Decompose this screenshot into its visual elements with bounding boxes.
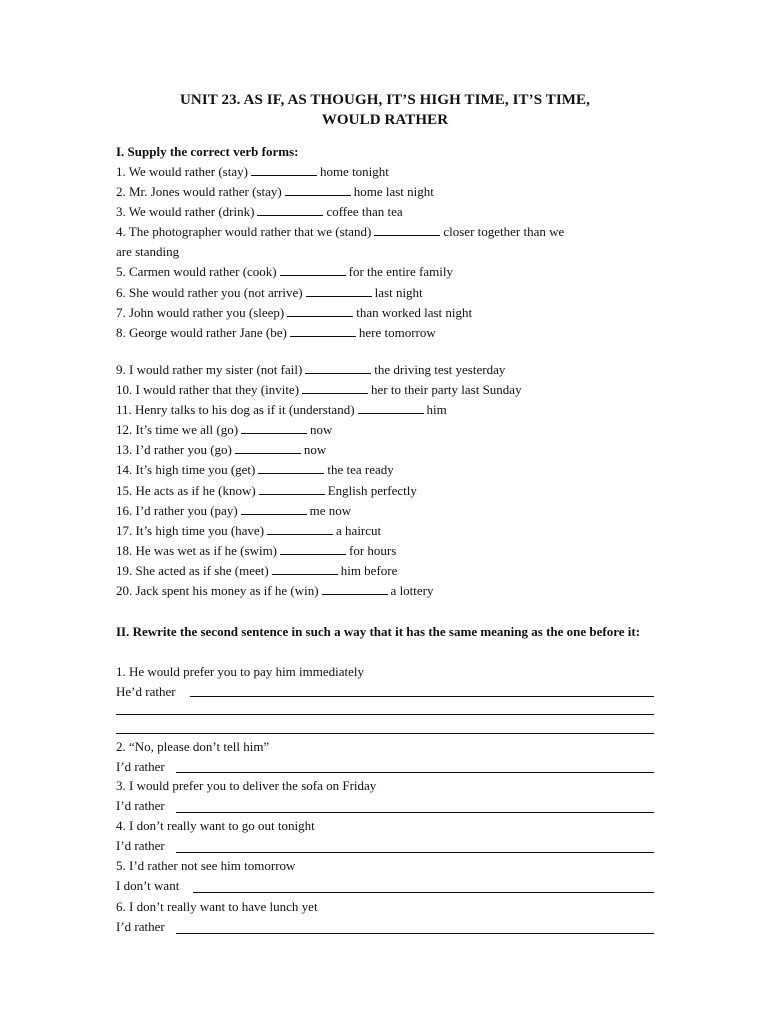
list-item bbox=[116, 400, 447, 420]
item-text: English perfectly bbox=[327, 483, 417, 498]
list-item bbox=[116, 541, 396, 561]
list-item bbox=[116, 323, 436, 343]
title-line-2: WOULD RATHER bbox=[321, 112, 449, 128]
part1-heading: I. Supply the correct verb forms: bbox=[116, 144, 299, 159]
item-text: 11. Henry talks to his dog as if it (understand) bbox=[116, 402, 355, 417]
item-text: 8. George would rather Jane (be) bbox=[116, 325, 287, 340]
list-item bbox=[116, 262, 453, 282]
item-text: 2. Mr. Jones would rather (stay) bbox=[116, 184, 282, 199]
answer-blank[interactable] bbox=[280, 542, 346, 555]
answer-line[interactable] bbox=[176, 812, 654, 813]
rewrite-prompt: 3. I would prefer you to deliver the sofa on Friday bbox=[116, 778, 377, 793]
item-text: 18. He was wet as if he (swim) bbox=[116, 543, 278, 558]
answer-line[interactable] bbox=[176, 772, 654, 773]
answer-line[interactable] bbox=[116, 714, 654, 715]
item-text: 4. The photographer would rather that we (stand) bbox=[116, 224, 372, 239]
item-text: me now bbox=[309, 503, 352, 518]
item-text: home last night bbox=[353, 184, 434, 199]
item-text: 17. It’s high time you (have) bbox=[116, 523, 265, 538]
answer-blank[interactable] bbox=[290, 324, 356, 337]
list-item bbox=[116, 440, 326, 460]
answer-blank[interactable] bbox=[287, 304, 353, 317]
item-text: her to their party last Sunday bbox=[371, 382, 522, 397]
answer-blank[interactable] bbox=[251, 163, 317, 176]
answer-blank[interactable] bbox=[374, 223, 440, 236]
item-text: for the entire family bbox=[348, 264, 453, 279]
list-item bbox=[116, 162, 389, 182]
item-text: a haircut bbox=[336, 523, 382, 538]
list-item bbox=[116, 283, 423, 303]
answer-blank[interactable] bbox=[235, 441, 301, 454]
list-item bbox=[116, 501, 351, 521]
item-text: 10. I would rather that they (invite) bbox=[116, 382, 300, 397]
list-item bbox=[116, 420, 332, 440]
item-text: 5. Carmen would rather (cook) bbox=[116, 264, 277, 279]
item-text: 12. It’s time we all (go) bbox=[116, 422, 239, 437]
answer-blank[interactable] bbox=[322, 582, 388, 595]
list-item bbox=[116, 521, 381, 541]
answer-line[interactable] bbox=[176, 852, 654, 853]
item-text: home tonight bbox=[319, 164, 389, 179]
list-item bbox=[116, 561, 397, 581]
list-item bbox=[116, 182, 434, 202]
answer-line[interactable] bbox=[116, 733, 654, 734]
answer-line[interactable] bbox=[176, 933, 654, 934]
list-item bbox=[116, 202, 403, 222]
rewrite-prompt: 1. He would prefer you to pay him immediately bbox=[116, 664, 365, 679]
item-text: the driving test yesterday bbox=[374, 362, 506, 377]
answer-blank[interactable] bbox=[272, 562, 338, 575]
answer-blank[interactable] bbox=[285, 183, 351, 196]
rewrite-prompt: 5. I’d rather not see him tomorrow bbox=[116, 858, 296, 873]
list-item bbox=[116, 222, 564, 242]
item-text: 1. We would rather (stay) bbox=[116, 164, 248, 179]
rewrite-start: He’d rather bbox=[116, 684, 176, 699]
item-text: him before bbox=[340, 563, 398, 578]
answer-blank[interactable] bbox=[257, 203, 323, 216]
answer-blank[interactable] bbox=[241, 502, 307, 515]
rewrite-prompt: 6. I don’t really want to have lunch yet bbox=[116, 899, 318, 914]
answer-blank[interactable] bbox=[267, 522, 333, 535]
list-item bbox=[116, 303, 472, 323]
list-item-continuation: are standing bbox=[116, 244, 180, 259]
item-text: 20. Jack spent his money as if he (win) bbox=[116, 583, 319, 598]
list-item bbox=[116, 360, 505, 380]
item-text: a lottery bbox=[390, 583, 434, 598]
rewrite-prompt: 2. “No, please don’t tell him” bbox=[116, 739, 270, 754]
item-text: here tomorrow bbox=[358, 325, 436, 340]
item-text: 19. She acted as if she (meet) bbox=[116, 563, 269, 578]
rewrite-start: I’d rather bbox=[116, 759, 165, 774]
list-item bbox=[116, 481, 417, 501]
item-text: the tea ready bbox=[327, 462, 394, 477]
rewrite-start: I don’t want bbox=[116, 878, 180, 893]
item-text: now bbox=[303, 442, 327, 457]
answer-blank[interactable] bbox=[302, 381, 368, 394]
item-text: him bbox=[426, 402, 447, 417]
answer-blank[interactable] bbox=[306, 284, 372, 297]
rewrite-start: I’d rather bbox=[116, 919, 165, 934]
item-text: for hours bbox=[349, 543, 397, 558]
item-text: 15. He acts as if he (know) bbox=[116, 483, 256, 498]
item-text: 7. John would rather you (sleep) bbox=[116, 305, 285, 320]
answer-blank[interactable] bbox=[280, 263, 346, 276]
item-text: than worked last night bbox=[356, 305, 473, 320]
item-text: coffee than tea bbox=[326, 204, 403, 219]
answer-blank[interactable] bbox=[259, 482, 325, 495]
part2-heading: II. Rewrite the second sentence in such a way that it has the same meaning as the one before it: bbox=[116, 624, 641, 639]
item-text: 13. I’d rather you (go) bbox=[116, 442, 232, 457]
item-text: now bbox=[310, 422, 333, 437]
answer-blank[interactable] bbox=[305, 361, 371, 374]
title-line-1: UNIT 23. AS IF, AS THOUGH, IT’S HIGH TIME, IT’S TIME, bbox=[179, 92, 590, 108]
rewrite-prompt: 4. I don’t really want to go out tonight bbox=[116, 818, 315, 833]
rewrite-start: I’d rather bbox=[116, 798, 165, 813]
item-text: 3. We would rather (drink) bbox=[116, 204, 255, 219]
item-text: last night bbox=[374, 285, 423, 300]
item-text: 16. I’d rather you (pay) bbox=[116, 503, 238, 518]
answer-blank[interactable] bbox=[358, 401, 424, 414]
answer-blank[interactable] bbox=[258, 461, 324, 474]
list-item bbox=[116, 581, 434, 601]
list-item bbox=[116, 380, 522, 400]
answer-line[interactable] bbox=[193, 892, 654, 893]
answer-blank[interactable] bbox=[241, 421, 307, 434]
item-text: 6. She would rather you (not arrive) bbox=[116, 285, 303, 300]
list-item bbox=[116, 460, 394, 480]
rewrite-start: I’d rather bbox=[116, 838, 165, 853]
answer-line[interactable] bbox=[190, 696, 654, 697]
item-text: 9. I would rather my sister (not fail) bbox=[116, 362, 303, 377]
item-text: closer together than we bbox=[443, 224, 565, 239]
worksheet-title bbox=[100, 90, 670, 130]
item-text: 14. It’s high time you (get) bbox=[116, 462, 256, 477]
